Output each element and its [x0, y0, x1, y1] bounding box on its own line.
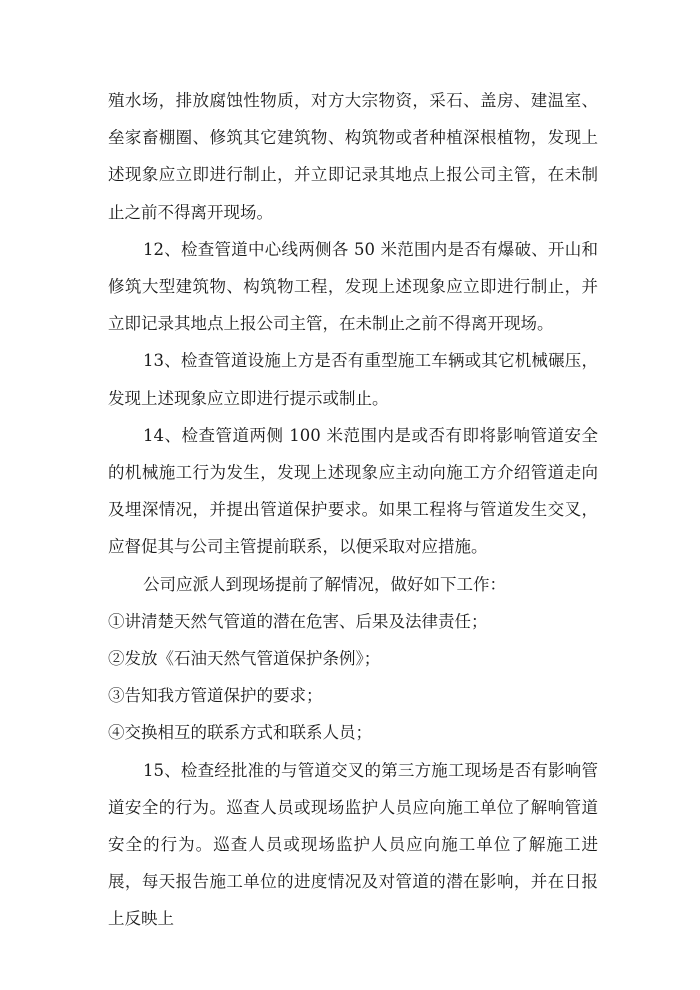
paragraph-continuation: 殖水场，排放腐蚀性物质，对方大宗物资，采石、盖房、建温室、垒家畜棚圈、修筑其它建筑物、构筑物或者种植深根植物，发现上述现象应立即进行制止，并立即记录其地点上报公司主管，在未制止之前不得离开现场。: [108, 91, 598, 222]
paragraph-item-12: 12、检查管道中心线两侧各 50 米范围内是否有爆破、开山和修筑大型建筑物、构筑物工程，发现上述现象应立即进行制止，并立即记录其地点上报公司主管，在未制止之前不得离开现场。: [108, 239, 598, 334]
paragraph-item-15: 15、检查经批准的与管道交叉的第三方施工现场是否有影响管道安全的行为。巡查人员或现场监护人员应向施工单位了解响管道安全的行为。巡查人员或现场监护人员应向施工单位了解施工进展，每天报告施工单位的进度情况及对管道的潜在影响，并在日报上反映上: [108, 760, 598, 929]
duty-list-item-2: ②发放《石油天然气管道保护条例》；: [108, 649, 381, 669]
duty-list-item-3: ③告知我方管道保护的要求；: [108, 686, 323, 706]
duty-list-item-1: ①讲清楚天然气管道的潜在危害、后果及法律责任；: [108, 611, 488, 631]
document-body: [108, 82, 598, 938]
paragraph-item-14: 14、检查管道两侧 100 米范围内是或否有即将影响管道安全的机械施工行为发生，发现上述现象应主动向施工方介绍管道走向及埋深情况，并提出管道保护要求。如果工程将与管道发生交叉，应督促其与公司主管提前联系，以便采取对应措施。: [108, 425, 598, 557]
paragraph-company-duties: 公司应派人到现场提前了解情况，做好如下工作：: [143, 574, 506, 594]
duty-list-item-4: ④交换相互的联系方式和联系人员；: [108, 723, 372, 743]
duty-list: [108, 603, 598, 752]
paragraph-item-13: 13、检查管道设施上方是否有重型施工车辆或其它机械碾压，发现上述现象应立即进行提示或制止。: [108, 351, 598, 408]
